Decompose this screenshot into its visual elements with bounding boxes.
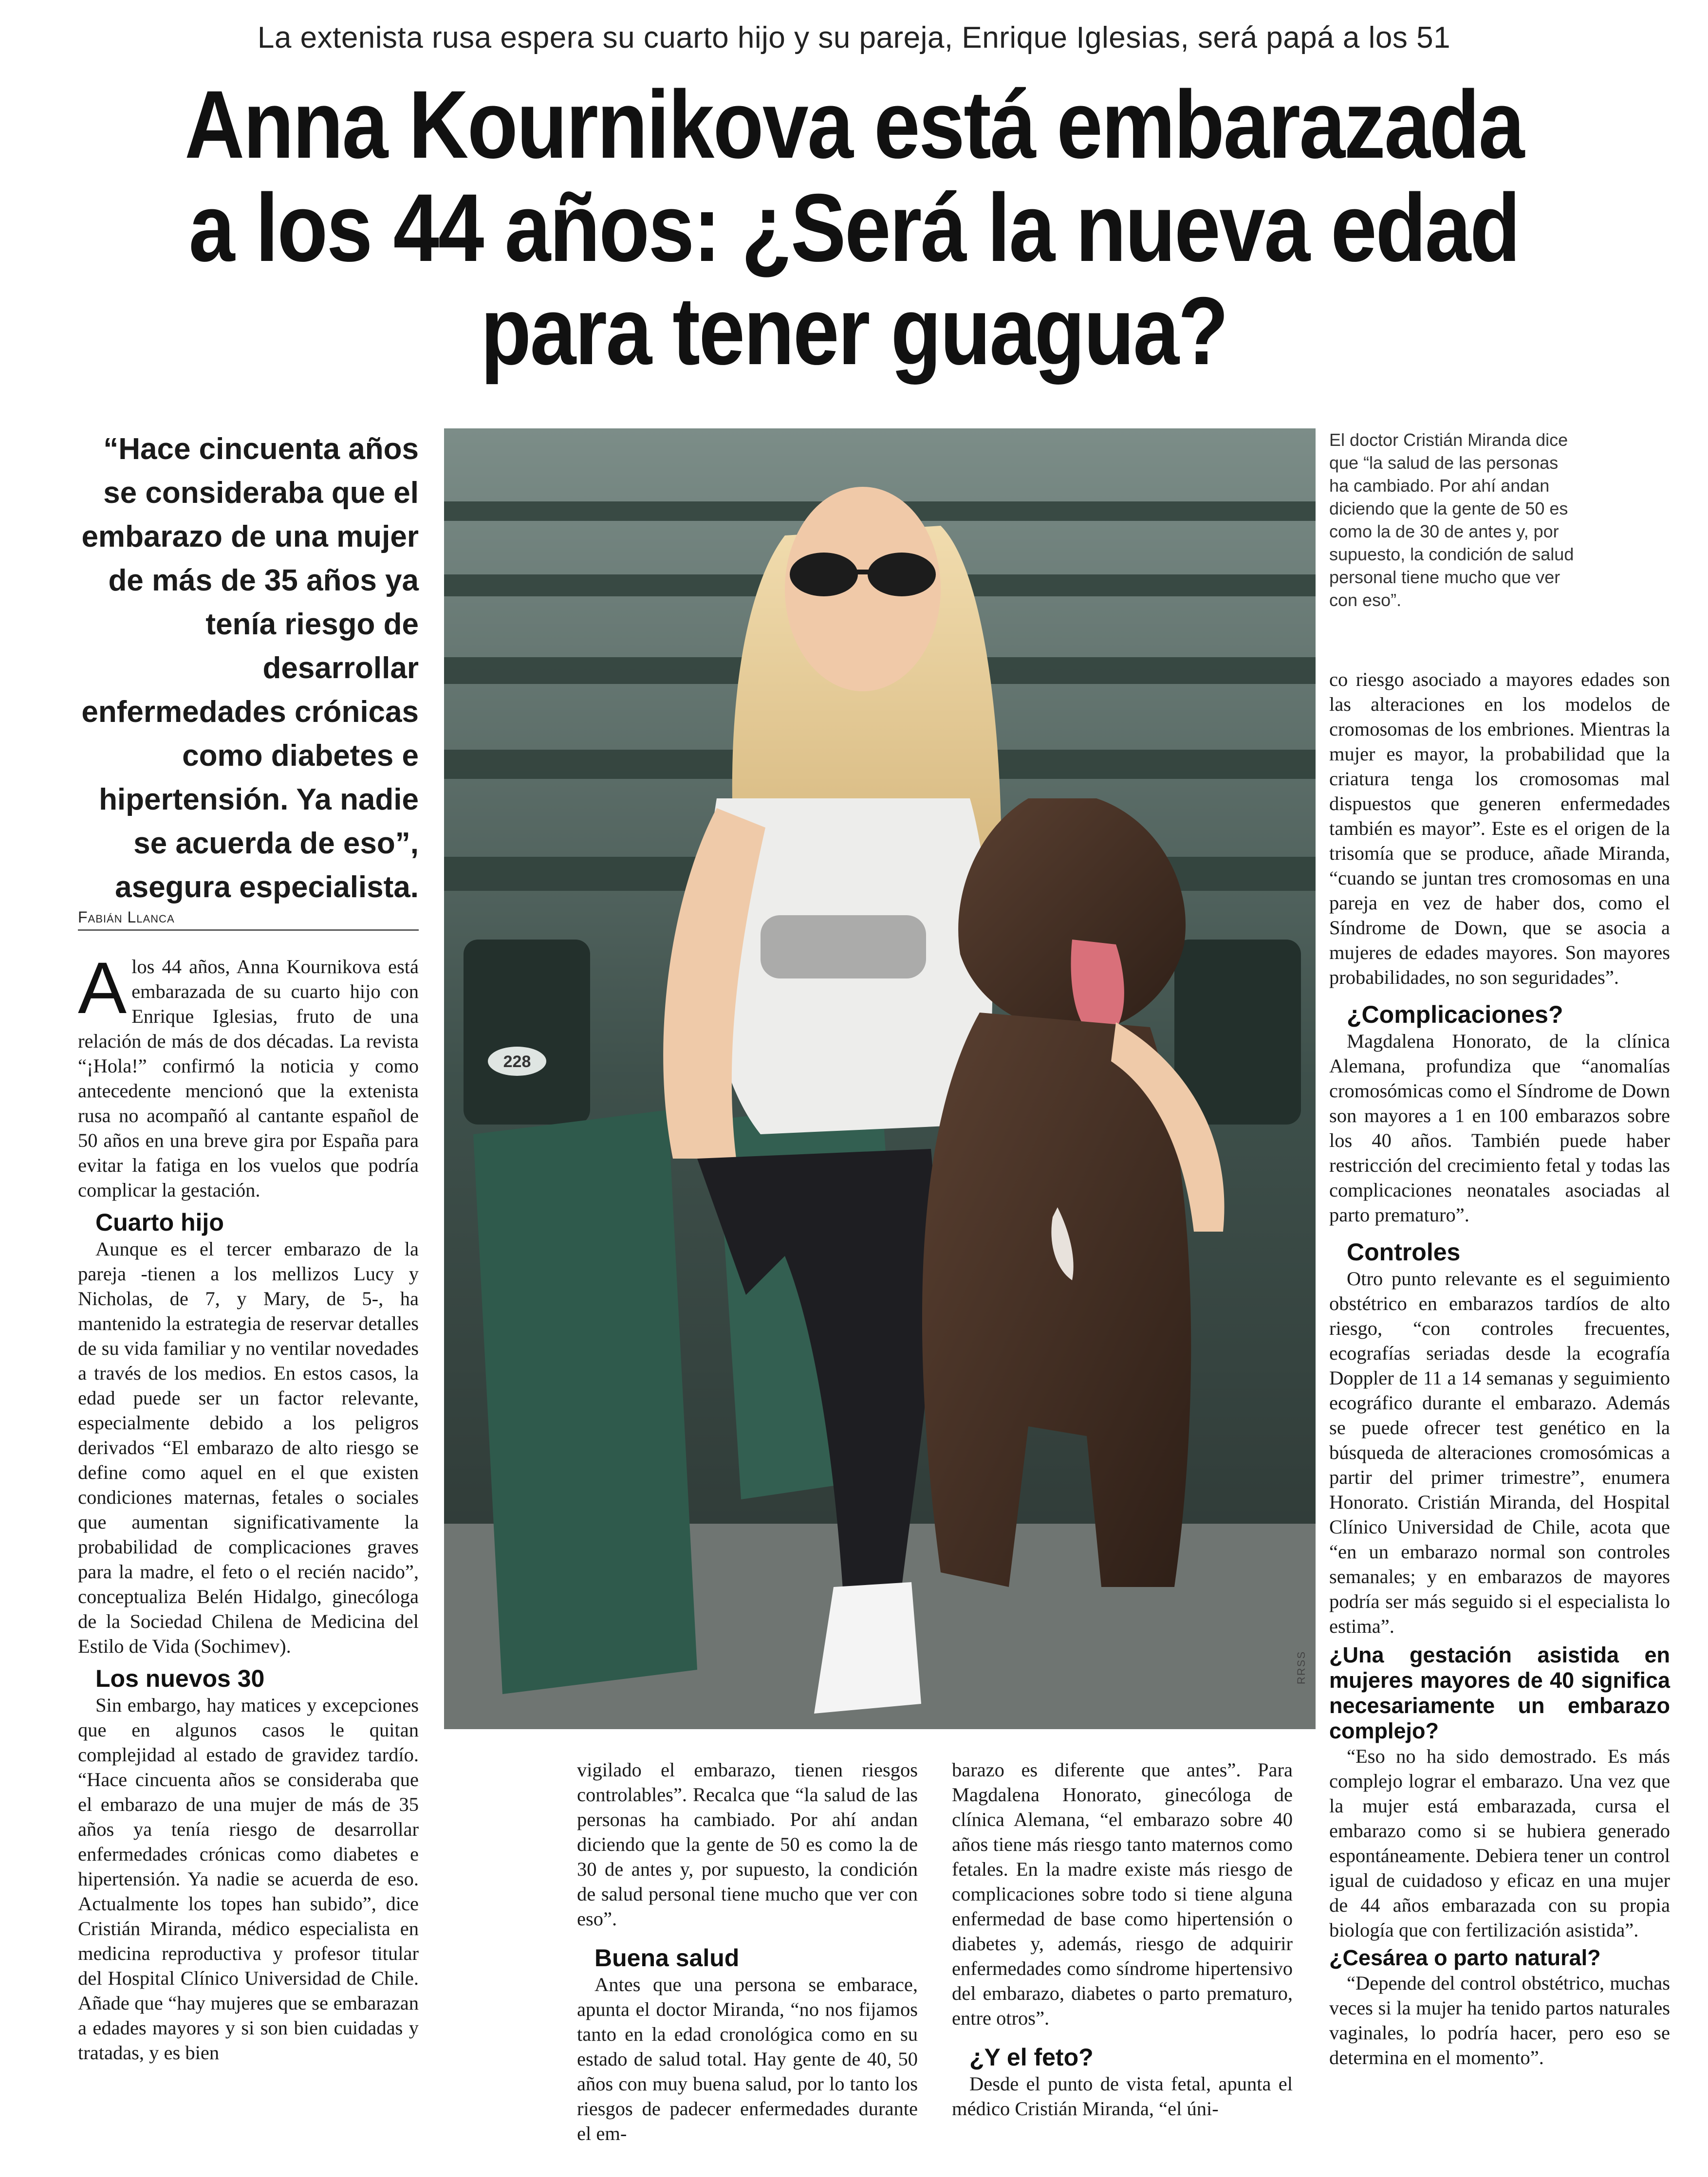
byline: Fabián Llanca <box>78 908 175 926</box>
article-photo <box>444 428 1316 1729</box>
paragraph: co riesgo asociado a mayores edades son las alteraciones en los modelos de cromosomas de los embriones. Mientras la mujer es mayor, la probabilidad que la criatura tenga los cromosomas mal dispuestos que generen enfermedades también es mayor”. Este es el origen de la trisomía que se produce, añade Miranda, “cuando se juntan tres cromosomas en una pareja en vez de haber dos, como el Síndrome de Down, que se asocia a mujeres de edades mayores. Son mayores probabilidades, no son seguridades”. <box>1329 668 1670 988</box>
byline-rule <box>78 908 419 931</box>
subhead-nuevos-30: Los nuevos 30 <box>95 1665 265 1692</box>
lead-paragraph <box>78 947 419 1202</box>
subhead-gestacion-asistida: ¿Una gestación asistida en mujeres mayores de 40 significa necesariamente un embarazo complejo? <box>1329 1642 1670 1743</box>
pull-quote: “Hace cincuenta años se consideraba que el embarazo de una mujer de más de 35 años ya tenía riesgo de desarrollar enfermedades crónicas como diabetes e hipertensión. Ya nadie se acuerda de eso”, asegura especialista. <box>81 432 419 904</box>
column-1 <box>78 947 419 2065</box>
subhead-controles: Controles <box>1347 1238 1461 1266</box>
lead-text: los 44 años, Anna Kournikova está embarazada de su cuarto hijo con Enrique Iglesias, fruto de una relación de más de dos décadas. La revista “¡Hola!” confirmó la noticia y como antecedente mencionó que la extenista rusa no acompañó al cantante español de 50 años en una breve gira por España para evitar la fatiga en los vuelos que podría complicar la gestación. <box>78 956 419 1201</box>
headline <box>183 73 1526 383</box>
column-3 <box>952 1757 1293 2121</box>
subhead-buena-salud: Buena salud <box>594 1944 740 1972</box>
paragraph: Antes que una persona se embarace, apunta el doctor Miranda, “no nos fijamos tanto en la edad cronológica como en su estado de salud total. Hay gente de 40, 50 años con muy buena salud, por lo tanto los riesgos de padecer enfermedades durante el em- <box>577 1974 918 2144</box>
paragraph: Magdalena Honorato, de la clínica Alemana, profundiza que “anomalías cromosómicas como el Síndrome de Down son mayores a 1 en 100 embarazos sobre los 40 años. También puede haber restricción del crecimiento fetal y todas las complicaciones neonatales asociadas al parto prematuro”. <box>1329 1030 1670 1226</box>
dropcap: A <box>78 947 127 1029</box>
photo-illustration <box>444 428 1316 1729</box>
column-2 <box>577 1757 918 2146</box>
headline-line-3: para tener guagua? <box>481 277 1227 385</box>
seat-number: 228 <box>503 1052 531 1071</box>
column-4 <box>1329 667 1670 2070</box>
headline-line-1: Anna Kournikova está embarazada <box>185 71 1523 178</box>
paragraph: Otro punto relevante es el seguimiento obstétrico en embarazos tardíos de alto riesgo, “con controles frecuentes, ecografías seriadas desde la ecografía Doppler de 11 a 14 semanas y seguimiento ecográfico durante el embarazo. Además se puede ofrecer test genético en la búsqueda de alteraciones cromosómicas a partir del primer trimestre”, enumera Honorato. Cristián Miranda, del Hospital Clínico Universidad de Chile, acota que “en un embarazo normal son controles semanales; y en embarazos de mayores podría ser más seguido si el especialista lo estima”. <box>1329 1268 1670 1637</box>
paragraph: vigilado el embarazo, tienen riesgos controlables”. Recalca que “la salud de las personas ha cambiado. Por ahí andan diciendo que la gente de 50 es como la de 30 de antes y, por supuesto, la condición de salud personal tiene mucho que ver con eso”. <box>577 1759 918 1930</box>
subhead-cesarea: ¿Cesárea o parto natural? <box>1329 1945 1601 1970</box>
paragraph: Aunque es el tercer embarazo de la pareja -tienen a los mellizos Lucy y Nicholas, de 7, y Mary, de 5-, ha mantenido la estrategia de reservar detalles de su vida familiar y no ventilar novedades a través de los medios. En estos casos, la edad puede ser un factor relevante, especialmente debido a los peligros derivados “El embarazo de alto riesgo se define como aquel en el que existen condiciones maternas, fetales o sociales que aumentan significativamente la probabilidad de complicaciones graves para la madre, el feto o el recién nacido”, conceptualiza Belén Hidalgo, ginecóloga de la Sociedad Chilena de Medicina del Estilo de Vida (Sochimev). <box>78 1238 419 1657</box>
subhead-complicaciones: ¿Complicaciones? <box>1347 1001 1563 1028</box>
paragraph: “Eso no ha sido demostrado. Es más complejo lograr el embarazo. Una vez que la mujer está embarazada, cursa el embarazo como si se hubiera generado espontáneamente. Debiera tener un control igual de cuidadoso y eficaz en una mujer de 44 años embarazada con su propia biología que con fertilización asistida”. <box>1329 1745 1670 1941</box>
paragraph: Desde el punto de vista fetal, apunta el médico Cristián Miranda, “el úni- <box>952 2073 1293 2120</box>
headline-line-2: a los 44 años: ¿Será la nueva edad <box>188 174 1520 281</box>
paragraph: barazo es diferente que antes”. Para Magdalena Honorato, ginecóloga de clínica Alemana, “el embarazo sobre 40 años tiene más riesgo tanto maternos como fetales. En la madre existe más riesgo de complicaciones sobre todo si tiene alguna enfermedad de base como hipertensión o diabetes y, además, riesgo de adquirir enfermedades como síndrome hipertensivo del embarazo, diabetes o parto prematuro, entre otros”. <box>952 1759 1293 2029</box>
subhead-cuarto-hijo: Cuarto hijo <box>95 1209 224 1236</box>
paragraph: “Depende del control obstétrico, muchas veces si la mujer ha tenido partos naturales vaginales, lo podría hacer, pero eso se determina en el momento”. <box>1329 1972 1670 2068</box>
subhead-y-el-feto: ¿Y el feto? <box>969 2044 1094 2071</box>
shirt-print <box>761 915 926 978</box>
kicker: La extenista rusa espera su cuarto hijo y su pareja, Enrique Iglesias, será papá a los 51 <box>257 21 1451 55</box>
paragraph: Sin embargo, hay matices y excepciones que en algunos casos le quitan complejidad al estado de gravidez tardío. “Hace cincuenta años se consideraba que el embarazo de una mujer de más de 35 años ya tenía riesgo de desarrollar enfermedades crónicas como diabetes e hipertensión. Ya nadie se acuerda de eso. Actualmente los topes han subido”, dice Cristián Miranda, médico especialista en medicina reproductiva y profesor titular del Hospital Clínico Universidad de Chile. Añade que “hay mujeres que se embarazan a edades mayores y si son bien cuidadas y tratadas, y es bien <box>78 1694 419 2064</box>
photo-caption: El doctor Cristián Miranda dice que “la salud de las personas ha cambiado. Por ahí andan diciendo que la gente de 50 es como la de 30 de antes y, por supuesto, la condición de salud personal tiene mucho que ver con eso”. <box>1329 430 1574 610</box>
photo-credit: RRSS <box>1295 1650 1307 1684</box>
